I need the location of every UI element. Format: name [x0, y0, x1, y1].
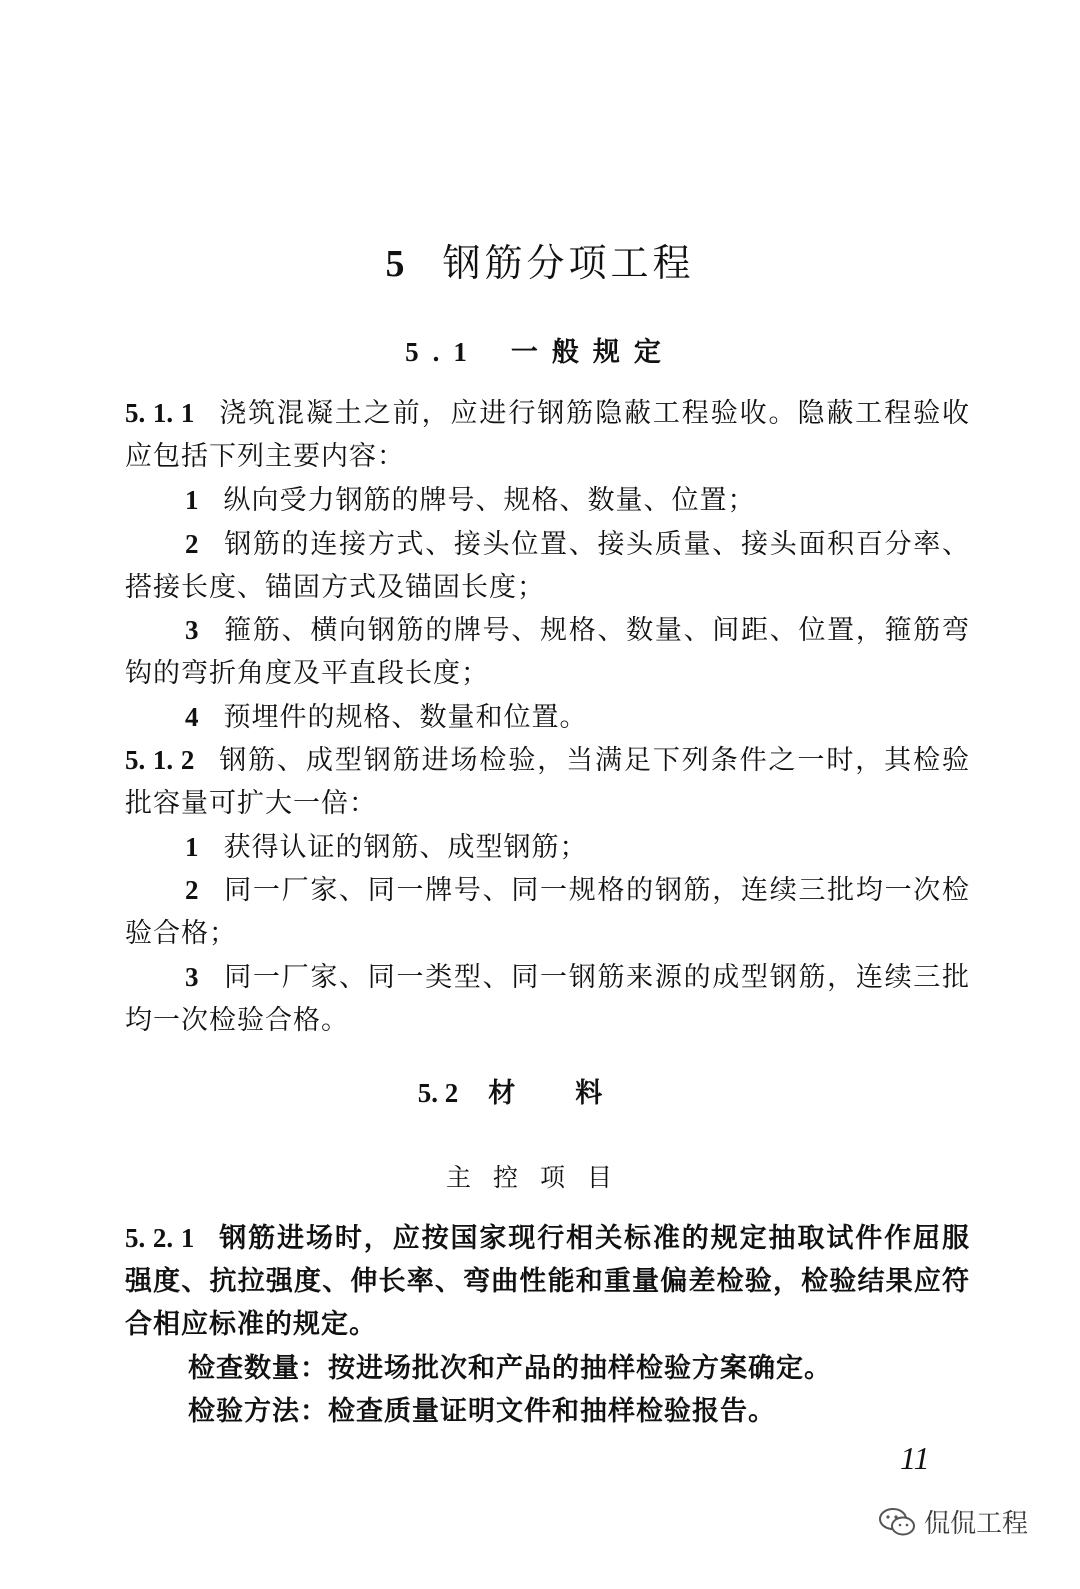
clause-number: 5. 2. 1 — [125, 1223, 195, 1253]
item-number: 1 — [185, 832, 200, 862]
list-item — [125, 523, 970, 609]
clause-5-1-1 — [125, 392, 970, 478]
chapter-number: 5 — [385, 243, 409, 285]
item-number: 4 — [185, 702, 200, 732]
list-item — [125, 479, 970, 522]
item-number: 2 — [185, 875, 200, 905]
item-text: 获得认证的钢筋、成型钢筋； — [223, 832, 588, 863]
clause-text: 钢筋、成型钢筋进场检验，当满足下列条件之一时，其检验批容量可扩大一倍： — [125, 745, 971, 819]
watermark — [878, 1503, 1028, 1540]
item-number: 2 — [185, 529, 200, 559]
chapter-title — [0, 232, 1080, 287]
section-name: 材料 — [488, 1078, 663, 1109]
clause-number: 5. 1. 1 — [125, 398, 195, 428]
watermark-text: 侃侃工程 — [924, 1509, 1029, 1539]
clause-number: 5. 1. 2 — [125, 745, 195, 775]
wechat-icon — [878, 1507, 916, 1537]
item-text: 钢筋的连接方式、接头位置、接头质量、接头面积百分率、搭接长度、锚固方式及锚固长度； — [125, 529, 970, 603]
section-title-5-2 — [0, 1071, 1080, 1110]
clause-text: 浇筑混凝土之前，应进行钢筋隐蔽工程验收。隐蔽工程验收应包括下列主要内容： — [125, 398, 971, 472]
item-number: 3 — [185, 962, 200, 992]
item-number: 3 — [185, 615, 200, 645]
section-title-5-1 — [0, 330, 1080, 369]
item-text: 同一厂家、同一牌号、同一规格的钢筋，连续三批均一次检验合格； — [125, 875, 970, 949]
section-number: 5.1 — [405, 337, 481, 367]
clause-text: 钢筋进场时，应按国家现行相关标准的规定抽取试件作屈服强度、抗拉强度、伸长率、弯曲性能和重量偏差检验，检验结果应符合相应标准的规定。 — [125, 1223, 971, 1340]
list-item — [125, 609, 970, 695]
list-item — [125, 696, 970, 739]
clause-5-2-1 — [125, 1217, 970, 1346]
list-item — [125, 956, 970, 1042]
list-item — [125, 826, 970, 869]
chapter-name: 钢筋分项工程 — [442, 241, 695, 285]
item-text: 预埋件的规格、数量和位置。 — [223, 702, 588, 733]
item-text: 同一厂家、同一类型、同一钢筋来源的成型钢筋，连续三批均一次检验合格。 — [125, 962, 970, 1036]
page-number: 11 — [900, 1440, 930, 1476]
check-method: 检验方法：检查质量证明文件和抽样检验报告。 — [188, 1396, 776, 1427]
list-item — [125, 869, 970, 955]
section-number: 5. 2 — [417, 1078, 459, 1108]
section-name: 一般规定 — [510, 337, 675, 368]
check-quantity: 检查数量：按进场批次和产品的抽样检验方案确定。 — [188, 1353, 832, 1384]
item-text: 纵向受力钢筋的牌号、规格、数量、位置； — [223, 485, 756, 516]
clause-5-1-2 — [125, 739, 970, 825]
subheading: 主控项目 — [445, 1163, 634, 1192]
item-number: 1 — [185, 485, 200, 515]
item-text: 箍筋、横向钢筋的牌号、规格、数量、间距、位置，箍筋弯钩的弯折角度及平直段长度； — [125, 615, 970, 689]
